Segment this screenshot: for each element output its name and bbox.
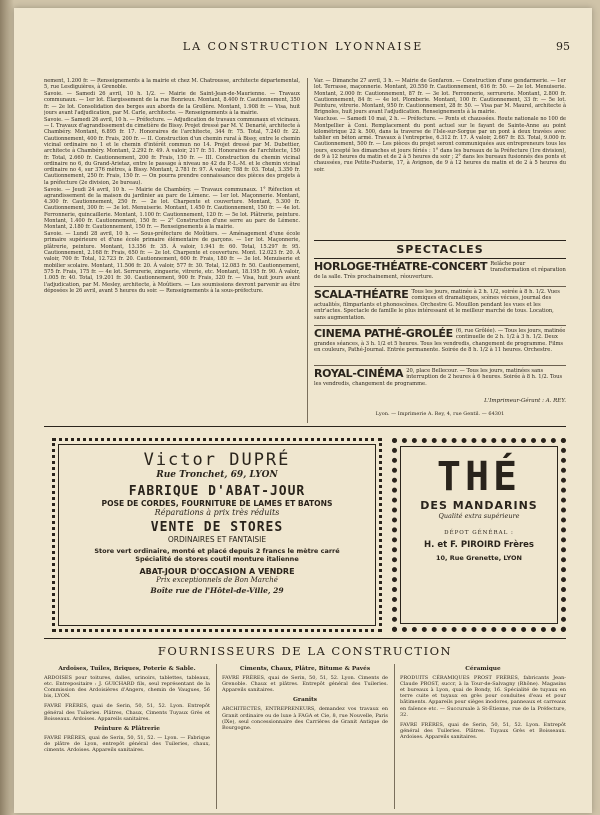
supplier-category: Granits	[292, 697, 318, 704]
divider	[314, 325, 566, 326]
spectacle-entry	[314, 328, 566, 354]
spectacle-entry	[314, 261, 566, 280]
column-divider	[394, 664, 395, 809]
ad-headline: FABRIQUE D'ABAT-JOUR	[128, 484, 306, 499]
notice-paragraph: Savoie. — Jeudi 24 avril, 10 h. — Mairie de Chambéry. — Travaux communaux. 1° Réfection et agrandissement de la maison du jardinier au parc de Lémenc. — 1er lot. Maçonnerie. Montant, 4.300 fr. Cautionnement, 250 fr. — 2e lot. Charpente et couverture. Montant, 5.300 fr. Cautionnement, 300 fr. — 3e lot. Menuiserie. Montant, 1.450 fr. Cautionnement, 150 fr. — 4e lot. Ferronnerie, quincaillerie. Montant, 1.100 fr. Cautionnement, 120 fr. — 5e lot. Plâtrerie, peinture. Montant, 1.400 fr. Cautionnement, 150 fr. — 2° Construction d'une serre au parc de Lémenc. Montant, 2.180 fr. Cautionnement, 150 fr. — Renseignements à la mairie.	[44, 186, 300, 231]
venue-text: 20, place Bellecour. — Tous les jours, matinées sans interruption de 2 heures à 6 heures. Soirée à 8 h. 1/2. Tous les vendredis, changement de programme.	[314, 368, 563, 387]
running-header	[14, 40, 592, 53]
venue-text: Relâche pour transformation et réparation de la salle. Très prochainement, réouverture.	[314, 261, 566, 280]
supplier-category: Ciments, Chaux, Plâtre, Bitume & Pavés	[239, 666, 371, 672]
ad-headline: VENTE DE STORES	[150, 520, 284, 535]
supplier-entry: FAVRE FRÈRES, quai de Serin, 50, 51, 52. Lyon. Ciments de Grenoble. Chaux et plâtres. Entrepôt général des Tuileries. Appareils sanitaires.	[222, 675, 388, 694]
venue-text: Tous les jours, matinée à 2 h. 1/2, soirée à 8 h. 1/2. Vues comiques et dramatiques, scènes vécues, journal des actualités, filmparlants et phonoscènes. Orchestre G. Mouillon pendant les vues et les entr'actes. Spectacle de famille le plus intéressant et le meilleur marché de tous. Location, sans augmentation.	[314, 289, 560, 321]
ad-company-name: H. et F. PIROIRD Frères	[424, 540, 534, 550]
supplier-category: Ardoises, Tuiles, Briques, Poterie & Sable.	[58, 666, 196, 672]
imprimeur-gerant: L'Imprimeur-Gérant : A. REY.	[484, 398, 566, 404]
ad-address: Rue Tronchet, 69, LYON	[156, 470, 278, 480]
page-number: 95	[556, 40, 570, 53]
spectacles-heading: SPECTACLES	[314, 240, 566, 259]
divider	[314, 286, 566, 287]
section-rule	[44, 638, 566, 639]
column-divider	[307, 78, 308, 423]
divider	[314, 365, 566, 366]
ad-line: POSE DE CORDES, FOURNITURE DE LAMES ET BATONS	[101, 499, 333, 508]
book-gutter	[0, 0, 14, 815]
supplier-entry: FAVRE FRÈRES, quai de Serin, 50, 51, 52. — Lyon. — Fabrique de plâtre de Lyon, entrepôt général des Tuileries, chaux, ciments. Ardoises. Appareils sanitaires.	[44, 734, 210, 754]
ad-address: Boîte rue de l'Hôtel-de-Ville, 29	[150, 586, 284, 595]
supplier-column	[400, 664, 566, 809]
ad-line: Qualité extra supérieure	[438, 512, 520, 520]
supplier-category: Céramique	[465, 666, 501, 672]
right-column	[314, 78, 566, 228]
notice-paragraph: Savoie. — Lundi 28 avril, 10 h. — Sous-préfecture de Moûtiers. — Aménagement d'une école primaire supérieure et d'une école primaire élémentaire de garçons. — 1er lot. Maçonnerie, plâtrerie, peinture. Montant, 13.356 fr. 35. À valoir, 1.941 fr. 60. Total, 15.297 fr. 95. Cautionnement, 2.168 fr. Frais, 650 fr. — 2e lot. Charpente et couverture. Mont. 12.023 fr. 20. À valoir, 700 fr. Total, 12.723 fr. 20. Cautionnement, 600 fr. Frais, 180 fr. — 3e lot. Menuiserie et mobilier scolaire. Montant, 11.506 fr. 20. À valoir, 577 fr. 30. Total, 12.083 fr. 50. Cautionnement, 575 fr. Frais, 175 fr. — 4e lot. Serrurerie, zinguerie, vitrerie, etc. Montant, 18.195 fr. 90. À valoir, 1.005 fr. 40. Total, 19.201 fr. 30. Cautionnement, 900 fr. Frais, 320 fr. — Visa, huit jours avant l'adjudication, par M. Mesley, architecte, à Moûtiers. — Les soumissions devront parvenir au être déposées le 26 avril, avant 5 heures du soir. — Renseignements à la sous-préfecture.	[44, 231, 300, 294]
spectacle-entry	[314, 368, 566, 387]
ad-line: Prix exceptionnels de Bon Marché	[156, 576, 278, 584]
venue-name: CINEMA PATHÉ-GROLÉE	[314, 327, 453, 340]
supplier-entry: ARDOISES pour toitures, dalles, urinoirs, tablettes, tableaux, etc. Entrepositaire : J. GUICHARD fils, seul représentant de la Commission des Ardoisières d'Angers, chemin de Vaugues, 56 bis, LYON.	[44, 675, 210, 700]
spectacle-entry	[314, 289, 566, 321]
venue-name: HORLOGE-THÉATRE-CONCERT	[314, 260, 488, 273]
ad-line: Spécialité de stores coutil monture italienne	[135, 555, 299, 563]
ad-line: Réparations à prix très réduits	[154, 508, 280, 517]
ad-line: DÉPOT GÉNÉRAL :	[444, 530, 514, 536]
ad-brand: DES MANDARINS	[420, 499, 538, 512]
notice-paragraph: Var. — Dimanche 27 avril, 3 h. — Mairie de Gonfaron. — Construction d'une gendarmerie. — 1er lot. Terrasse, maçonnerie. Montant, 20.550 fr. Cautionnement, 616 fr. 50. — 2e lot. Menuiserie. Montant, 2.000 fr. Cautionnement, 87 fr. — 3e lot. Ferronnerie, serrurerie. Montant, 2.800 fr. Cautionnement, 84 fr. — 4e lot. Plomberie. Montant, 100 fr. Cautionnement, 33 fr. — 5e lot. Peinture, vitrerie. Montant, 950 fr. Cautionnement, 28 fr. 50. — Visa par M. Maurel, architecte à Brignoles, huit jours avant l'adjudication. Renseignements à la mairie.	[314, 78, 566, 116]
ad-line: ABAT-JOUR D'OCCASION A VENDRE	[139, 567, 295, 576]
advertisement-the-mandarins	[392, 438, 566, 632]
supplier-entry: FAVRE FRÈRES, quai de Serin, 50, 51, 52. Lyon. Entrepôt général des Tuileries. Plâtres. Tuyaux Grès et Boisseaux. Ardoises. Appareils sanitaires.	[400, 721, 566, 740]
ad-line: Store vert ordinaire, monté et placé depuis 2 francs le mètre carré	[94, 547, 340, 555]
venue-name: ROYAL-CINÉMA	[314, 367, 404, 380]
left-column	[44, 78, 300, 423]
notice-paragraph: nement, 1.200 fr. — Renseignements à la mairie et chez M. Chatrousse, architecte départemental, 5, rue Lesdiguières, à Grenoble.	[44, 78, 300, 91]
ad-headline: THÉ	[436, 454, 522, 500]
venue-text: (6, rue Grôlée). — Tous les jours, matinée continuelle de 2 h. 1/2 à 3 h. 1/2. Deux grandes séances, à 3 h. 1/2 et 5 heures. Tous les vendredis, changement de programme. Films en couleurs, Pathé-Journal. Entrée permanente. Soirée de 8 h. 1/2 à 11 heures. Orchestre.	[314, 328, 566, 354]
supplier-entry: FAVRE FRÈRES, quai de Serin, 50, 51, 52. Lyon. Entrepôt général des Tuileries. Plâtres, Chaux, Ciments Tuyaux Grès et Boisseaux. Ardoises. Appareils sanitaires.	[44, 703, 210, 722]
page	[14, 8, 592, 813]
supplier-entry: PRODUITS CÉRAMIQUES PROST FRÈRES, fabricants Jean-Claude PROST, succr, à la Tour-de-Salvagny (Rhône). Magasins et bureaux à Lyon, quai de Bondy, 16. Spécialité de tuyaux en terre cuite et tuyaux en grès pour conduites d'eau et pour bâtiments. Appareils pour sièges inodores, panneaux et carreaux en faïence etc. — Succursale à St-Étienne, rue de la Préfecture, 32.	[400, 675, 566, 718]
supplier-entry: ARCHITECTES, ENTREPRENEURS, demandez vos travaux en Granit ordinaire ou de luxe à FAGA et Cie, 8, rue Nouvelle, Paris (IXe), seul concessionnaire des Carrières de Granit Antique de Bourgogne.	[222, 706, 388, 731]
venue-name: SCALA-THÉATRE	[314, 288, 409, 301]
supplier-column	[222, 664, 388, 809]
journal-title: LA CONSTRUCTION LYONNAISE	[182, 40, 424, 53]
notice-paragraph: Savoie. — Samedi 26 avril, 10 h. — Préfecture. — Adjudication de travaux communaux et vicinaux. — I. Travaux d'agrandissement du cimetière de Bissy. Projet dressé par M. V. Denarié, architecte à Chambéry. Montant, 6.895 fr. 17. Honoraires de l'architecte, 344 fr. 75. Total, 7.240 fr. 22. Cautionnement, 400 fr. Frais, 200 fr. — II. Construction d'un chemin rural à Bissy, entre le chemin vicinal ordinaire no 1 et le chemin d'intérêt commun no 14. Projet dressé par M. Dubettier, architecte à Chambéry. Montant, 2.292 fr. 49. À valoir, 217 fr. 51. Honoraires de l'architecte, 150 fr. Total, 2.660 fr. Cautionnement, 200 fr. Frais, 150 fr. — III. Construction du chemin vicinal ordinaire no 6, du Grand-Arietaz, entre le passage à niveau no 42 du P.-L.-M. et le chemin vicinal ordinaire no 4, sur 376 mètres, à Bissy. Montant, 2.781 fr. 97. À valoir, 788 fr. 03. Total, 3.350 fr. Cautionnement, 250 fr. Frais, 150 fr. — On pourra prendre connaissance des pièces des projets à la préfecture (2e division, 2e bureau).	[44, 116, 300, 186]
column-divider	[216, 664, 217, 809]
advertisement-dupre	[52, 438, 382, 632]
ad-company-name: Victor DUPRÉ	[143, 450, 291, 470]
printer-line: Lyon. — Imprimerie A. Rey, 4, rue Gentil. — 64301	[375, 411, 505, 417]
notice-paragraph: Savoie. — Samedi 26 avril, 10 h. 1/2. — Mairie de Saint-Jean-de-Maurienne. — Travaux communaux. — 1er lot. Élargissement de la rue Bonrieux. Montant, 8.400 fr. Cautionnement, 350 fr. — 2e lot. Consolidation des berges aux abords de la Grollère. Montant, 1.908 fr. — Visa, huit jours avant l'adjudication, par M. Carle, architecte. — Renseignements à la mairie.	[44, 91, 300, 116]
ad-address: 10, Rue Grenette, LYON	[436, 554, 522, 562]
fournisseurs-heading: FOURNISSEURS DE LA CONSTRUCTION	[157, 644, 453, 658]
ad-line: ORDINAIRES ET FANTAISIE	[167, 535, 267, 544]
section-rule	[44, 426, 566, 427]
supplier-category: Peinture & Plâtrerie	[94, 725, 160, 732]
notice-paragraph: Vaucluse. — Samedi 10 mai, 2 h. — Préfecture. — Ponts et chaussées. Route nationale no 100 de Montpellier à Coni. Remplacement du pont actuel sur le fayant de Sainte-Anne au point kilométrique 22 k. 500, dans la traverse de l'Isle-sur-Sorgue par un pont à deux travées avec tablier en béton armé. Travaux à l'entreprise, 6.312 fr. 17. À valoir, 2.667 fr. 83. Total, 9.000 fr. Cautionnement, 500 fr. — Les pièces du projet seront communiquées aux entrepreneurs tous les jours, excepté les dimanches et jours fériés : 1° dans les bureaux de la Préfecture (1re division), de 9 à 12 heures du matin et de 2 à 5 heures du soir ; 2° dans les bureaux fusionnés des ponts et chaussées, rue Petite-Fusterie, 17, à Avignon, de 9 à 12 heures du matin et de 2 à 5 heures du soir.	[314, 116, 566, 173]
supplier-column	[44, 664, 210, 809]
